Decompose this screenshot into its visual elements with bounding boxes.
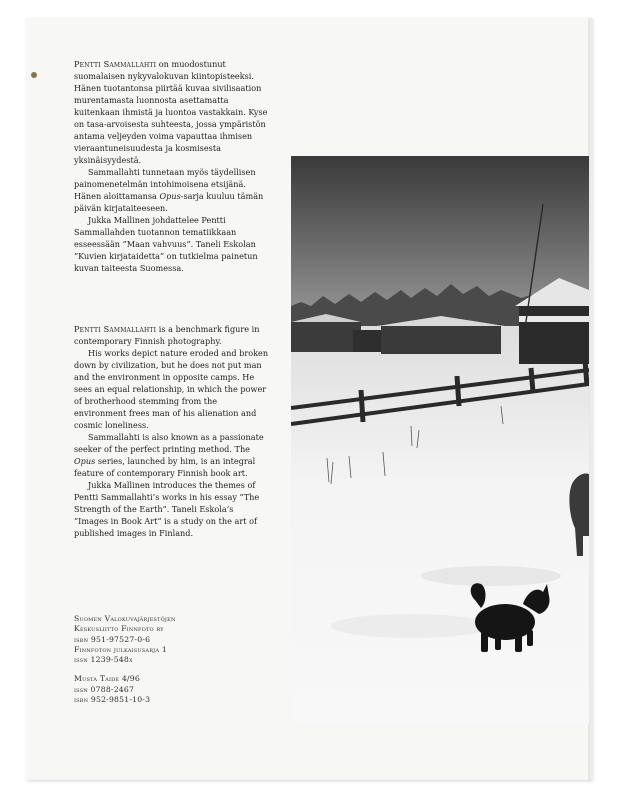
english-paragraph-1 xyxy=(74,323,270,347)
winter-village-photograph xyxy=(291,156,589,724)
snow-shadow-2 xyxy=(331,614,491,638)
finnish-paragraph-2-text-a: Sammallahti tunnetaan myös täydellisen painomenetelmän intohimoisena etsijänä. Hänen aloittamansa xyxy=(74,167,256,201)
finnish-author-name: Pentti Sammallahti xyxy=(74,59,157,69)
english-paragraph-3 xyxy=(74,431,270,479)
finnish-paragraph-1 xyxy=(74,58,270,166)
finnish-paragraph-2-text-b: -sarja kuuluu tämän päivän kirjataiteeseen. xyxy=(74,191,264,213)
photo-graphic xyxy=(291,156,589,724)
publisher-line-2: Keskusliitto Finnfoto ry xyxy=(74,624,164,634)
finnish-paragraph-1-text: on muodostunut suomalaisen nykyvalokuvan kiintopisteeksi. Hänen tuotantonsa piirtää kuvaa sivilisaation murentamasta luonnosta asettamatta kuitenkaan ihmistä ja luontoa vastakkain. Kyse on tasa-arvoisesta suhteesta, jossa ympäristön antama veljeyden voima vapauttaa ihmisen vieraantuneisuudesta ja kosmisesta yksinäisyydestä. xyxy=(74,59,268,165)
english-opus-italic: Opus xyxy=(74,456,96,466)
snowfield xyxy=(291,326,589,724)
english-paragraph-4: Jukka Mallinen introduces the themes of Pentti Sammallahti’s works in his essay ”The Strength of the Earth”. Taneli Eskola’s ”Images in Book Art” is a study on the art of published images in Finland. xyxy=(74,480,260,538)
isbn-2: isbn 952-9851-10-3 xyxy=(74,695,151,705)
snow-shadow xyxy=(421,566,561,586)
house-middle xyxy=(381,324,501,354)
magazine-line: Musta Taide 4/96 xyxy=(74,674,140,684)
english-description xyxy=(74,323,270,539)
finnish-paragraph-3: Jukka Mallinen johdattelee Pentti Sammallahden tuotannon tematiikkaan esseessään ”Maan vahvuus”. Taneli Eskolan ”Kuvien kirjataidetta” on tutkielma painetun kuvan taiteesta Suomessa. xyxy=(74,215,258,273)
english-paragraph-3-text-b: series, launched by him, is an integral feature of contemporary Finnish book art. xyxy=(74,456,256,478)
english-author-name: Pentti Sammallahti xyxy=(74,324,157,334)
isbn-1: isbn 951-97527-0-6 xyxy=(74,634,151,644)
english-paragraph-2: His works depict nature eroded and broken down by civilization, but he does not put man and the environment in opposite camps. He sees an equal relationship, in which the power of brotherhood stemming from the environment frees man of his alienation and cosmic loneliness. xyxy=(74,348,269,430)
house-right xyxy=(519,304,589,364)
roof-right-snow xyxy=(519,316,589,322)
paper-spot xyxy=(31,72,37,78)
publisher-line-1: Suomen Valokuvajärjestöjen xyxy=(74,614,176,623)
finnish-paragraph-2 xyxy=(74,166,270,214)
series-line: Finnfoton julkaisusarja 1 xyxy=(74,644,167,654)
english-paragraph-3-text-a: Sammallahti is also known as a passionate seeker of the perfect printing method. The xyxy=(74,432,264,454)
finnish-opus-italic: Opus xyxy=(159,191,181,201)
finnish-description xyxy=(74,58,270,274)
colophon xyxy=(74,614,274,705)
issn-2: issn 0788-2467 xyxy=(74,684,135,694)
house-left xyxy=(291,322,361,352)
english-paragraph-1-text: is a benchmark figure in contemporary Finnish photography. xyxy=(74,324,260,346)
issn-1: issn 1239-548x xyxy=(74,655,133,665)
